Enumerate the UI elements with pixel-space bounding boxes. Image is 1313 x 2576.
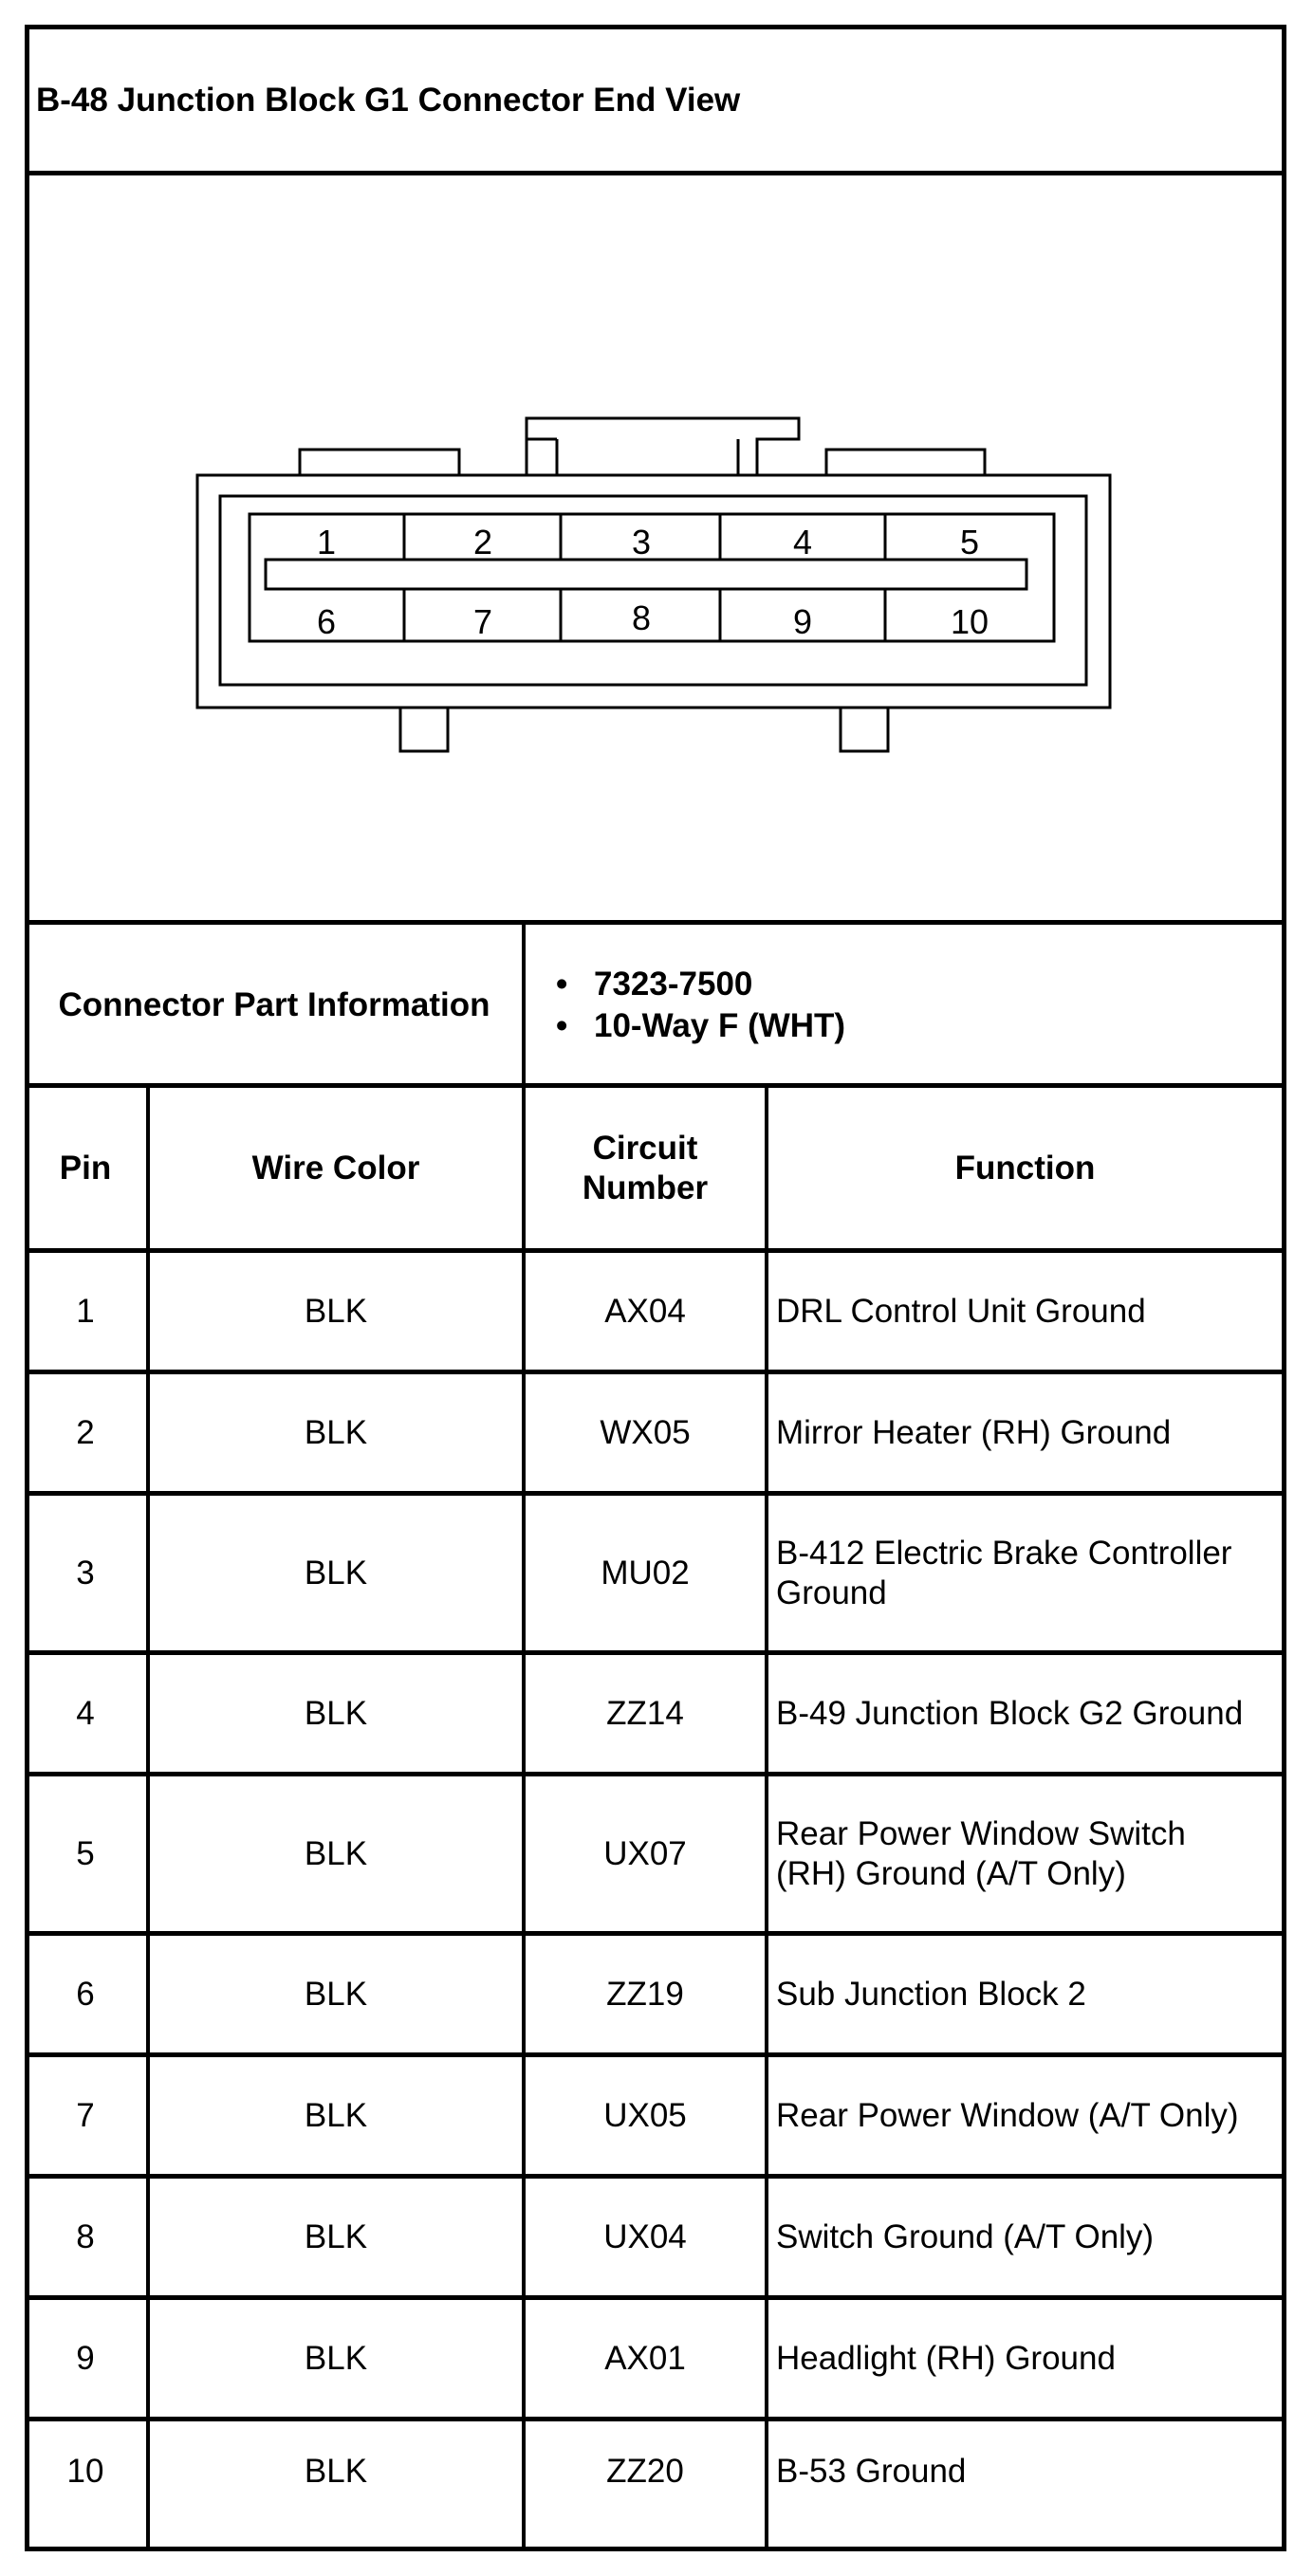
circuit-number-cell: WX05 bbox=[600, 1413, 691, 1451]
pin-label: 4 bbox=[792, 523, 813, 561]
row-divider bbox=[25, 2052, 1286, 2057]
circuit-number-cell: ZZ20 bbox=[606, 2452, 684, 2490]
circuit-number-cell: ZZ14 bbox=[606, 1694, 684, 1732]
part-info-item: • 10-Way F (WHT) bbox=[556, 1007, 846, 1044]
pin-cell: 4 bbox=[76, 1694, 95, 1732]
function-cell: Rear Power Window (A/T Only) bbox=[776, 2096, 1239, 2134]
circuit-number-cell: UX07 bbox=[603, 1834, 687, 1872]
wire-color-cell: BLK bbox=[304, 1292, 368, 1330]
column-header-pin: Pin bbox=[59, 1149, 112, 1187]
row-divider bbox=[25, 2295, 1286, 2300]
circuit-number-cell: MU02 bbox=[601, 1554, 690, 1592]
pin-cell: 7 bbox=[76, 2096, 95, 2134]
connector-sheet bbox=[25, 25, 1286, 2551]
pin-cavity-block bbox=[250, 514, 1054, 641]
pin-cell: 2 bbox=[76, 1413, 95, 1451]
top-tab bbox=[826, 450, 985, 475]
row-divider bbox=[25, 2174, 1286, 2179]
column-header-function: Function bbox=[954, 1149, 1096, 1187]
wire-color-cell: BLK bbox=[304, 1834, 368, 1872]
row-divider bbox=[25, 1931, 1286, 1936]
wire-color-cell: BLK bbox=[304, 1554, 368, 1592]
center-bar bbox=[266, 560, 1026, 589]
function-cell: DRL Control Unit Ground bbox=[776, 1292, 1146, 1330]
part-info-list bbox=[556, 924, 1277, 1087]
wire-color-cell: BLK bbox=[304, 1975, 368, 2013]
pin-cell: 5 bbox=[76, 1834, 95, 1872]
wire-color-cell: BLK bbox=[304, 2217, 368, 2255]
pin-label: 10 bbox=[950, 602, 989, 641]
latch-outline bbox=[527, 418, 799, 475]
function-cell: Mirror Heater (RH) Ground bbox=[776, 1413, 1172, 1451]
row-divider bbox=[25, 1248, 1286, 1253]
connector-housing bbox=[197, 475, 1110, 708]
pin-label: 3 bbox=[631, 523, 652, 561]
pin-label: 7 bbox=[472, 602, 493, 641]
function-cell: B-412 Electric Brake Controller Ground bbox=[776, 1534, 1232, 1611]
pin-cell: 3 bbox=[76, 1554, 95, 1592]
row-divider bbox=[25, 1650, 1286, 1655]
pin-cell: 10 bbox=[66, 2452, 104, 2490]
row-divider bbox=[25, 1772, 1286, 1776]
pin-label: 2 bbox=[472, 523, 493, 561]
function-cell: Switch Ground (A/T Only) bbox=[776, 2217, 1155, 2255]
bottom-tab bbox=[400, 708, 448, 751]
circuit-number-cell: UX05 bbox=[603, 2096, 687, 2134]
pin-cell: 9 bbox=[76, 2339, 95, 2377]
function-cell: Sub Junction Block 2 bbox=[776, 1975, 1086, 2013]
wire-color-cell: BLK bbox=[304, 2339, 368, 2377]
column-header-wire-color: Wire Color bbox=[251, 1149, 420, 1187]
wire-color-cell: BLK bbox=[304, 1694, 368, 1732]
pin-label: 1 bbox=[316, 523, 337, 561]
page-title: B-48 Junction Block G1 Connector End View bbox=[36, 82, 741, 119]
row-divider bbox=[25, 1370, 1286, 1374]
column-header-circuit-number: Circuit Number bbox=[582, 1129, 709, 1206]
pin-cell: 1 bbox=[76, 1292, 95, 1330]
connector-end-view-diagram bbox=[25, 175, 1286, 920]
top-tab bbox=[300, 450, 459, 475]
pin-label: 9 bbox=[792, 602, 813, 641]
divider bbox=[522, 920, 526, 1087]
function-cell: Rear Power Window Switch (RH) Ground (A/T Only) bbox=[776, 1814, 1186, 1892]
wire-color-cell: BLK bbox=[304, 2452, 368, 2490]
part-info-label: Connector Part Information bbox=[58, 986, 490, 1023]
circuit-number-cell: AX04 bbox=[604, 1292, 686, 1330]
row-divider bbox=[25, 2417, 1286, 2421]
circuit-number-cell: UX04 bbox=[603, 2217, 687, 2255]
pin-cell: 8 bbox=[76, 2217, 95, 2255]
row-divider bbox=[25, 1491, 1286, 1496]
wire-color-cell: BLK bbox=[304, 2096, 368, 2134]
function-cell: Headlight (RH) Ground bbox=[776, 2339, 1116, 2377]
circuit-number-cell: ZZ19 bbox=[606, 1975, 684, 2013]
function-cell: B-49 Junction Block G2 Ground bbox=[776, 1694, 1244, 1732]
pin-label: 5 bbox=[959, 523, 980, 561]
pin-label: 6 bbox=[316, 602, 337, 641]
circuit-number-cell: AX01 bbox=[604, 2339, 686, 2377]
function-cell: B-53 Ground bbox=[776, 2452, 967, 2490]
pin-label: 8 bbox=[631, 598, 652, 637]
bottom-tab bbox=[841, 708, 888, 751]
part-info-item: • 7323-7500 bbox=[556, 966, 753, 1003]
latch-outline bbox=[527, 439, 557, 475]
wire-color-cell: BLK bbox=[304, 1413, 368, 1451]
pin-cell: 6 bbox=[76, 1975, 95, 2013]
